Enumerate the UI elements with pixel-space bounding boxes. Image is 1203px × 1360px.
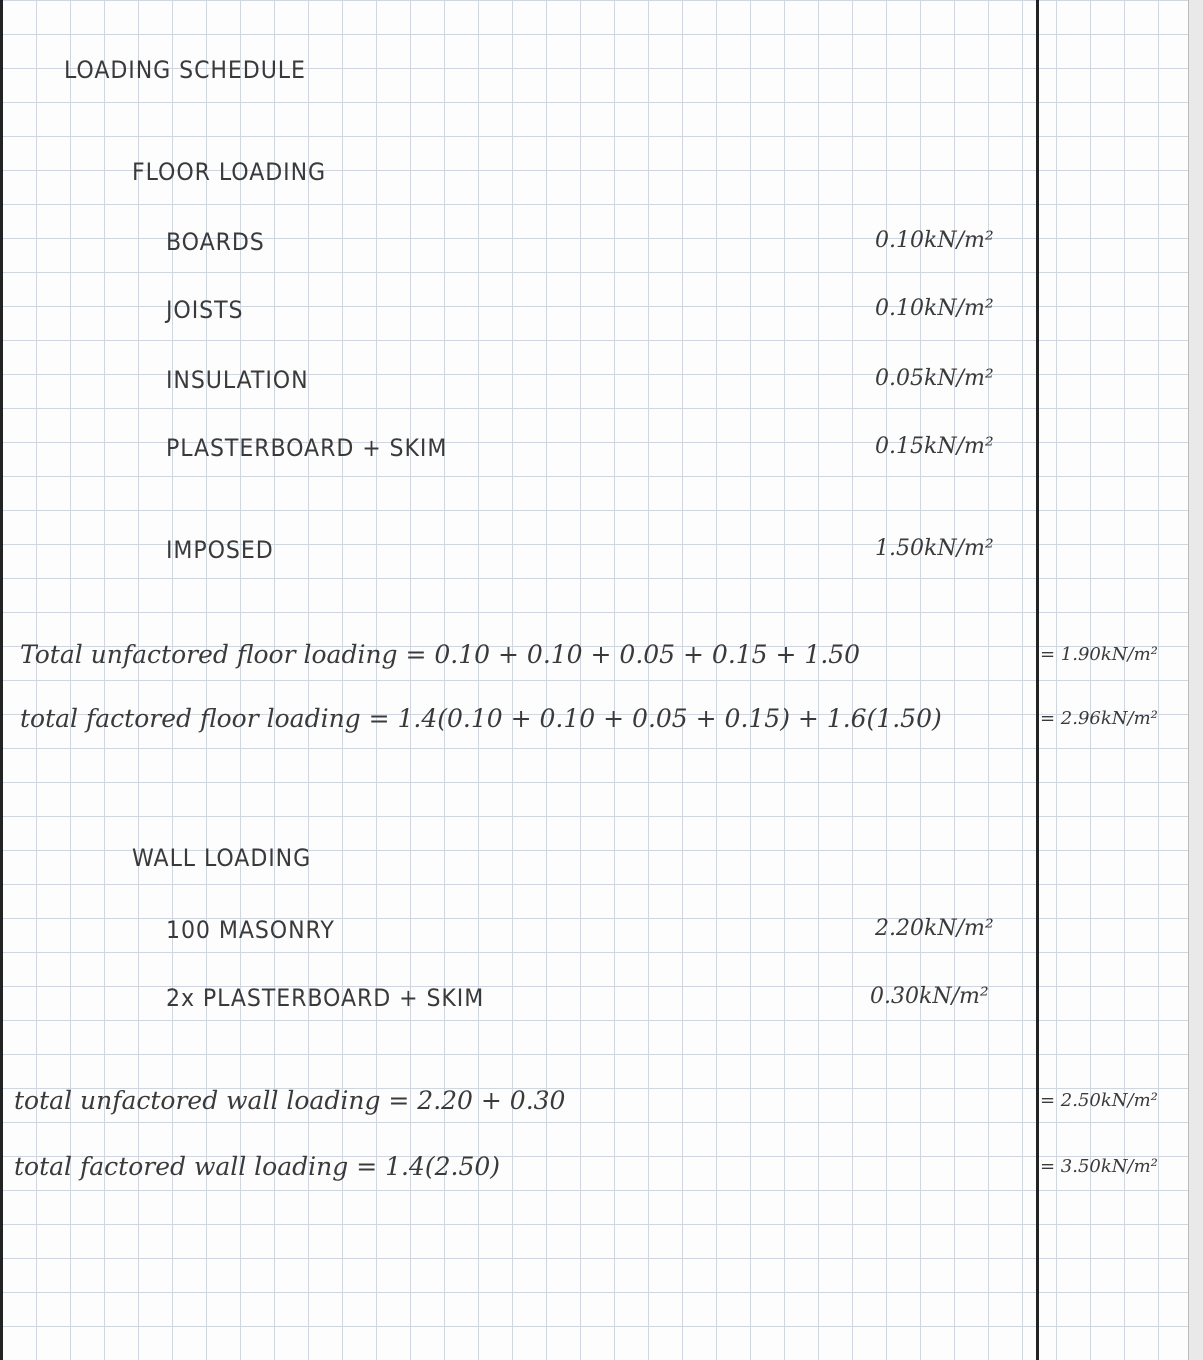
floor-item-value: 0.15kN/m² [875,434,994,459]
wall-unfactored-expression: total unfactored wall loading = 2.20 + 0.30 [14,1086,566,1115]
wall-factored-result: = 3.50kN/m² [1040,1156,1158,1177]
floor-item-label: INSULATION [166,366,309,394]
floor-unfactored-expression: Total unfactored floor loading = 0.10 + 0.10 + 0.05 + 0.15 + 1.50 [20,640,861,669]
floor-factored-result: = 2.96kN/m² [1040,708,1158,729]
right-margin-line [1036,0,1039,1360]
page-title: LOADING SCHEDULE [64,56,306,84]
floor-factored-expression: total factored floor loading = 1.4(0.10 + 0.10 + 0.05 + 0.15) + 1.6(1.50) [20,704,942,733]
floor-item-value: 0.05kN/m² [875,366,994,391]
imposed-label: IMPOSED [166,536,274,564]
floor-item-value: 0.10kN/m² [875,296,994,321]
floor-loading-heading: FLOOR LOADING [132,158,327,186]
floor-item-value: 0.10kN/m² [875,228,994,253]
wall-loading-heading: WALL LOADING [132,844,312,872]
wall-item-label: 2x PLASTERBOARD + SKIM [166,984,485,1012]
wall-unfactored-result: = 2.50kN/m² [1040,1090,1158,1111]
floor-item-label: BOARDS [166,228,265,256]
wall-item-value: 0.30kN/m² [870,984,989,1009]
wall-item-value: 2.20kN/m² [875,916,994,941]
floor-item-label: PLASTERBOARD + SKIM [166,434,448,462]
imposed-value: 1.50kN/m² [875,536,994,561]
page-edge [1188,0,1203,1360]
left-margin-line [0,0,3,1360]
floor-item-label: JOISTS [166,296,244,324]
floor-unfactored-result: = 1.90kN/m² [1040,644,1158,665]
wall-factored-expression: total factored wall loading = 1.4(2.50) [14,1152,501,1181]
wall-item-label: 100 MASONRY [166,916,335,944]
